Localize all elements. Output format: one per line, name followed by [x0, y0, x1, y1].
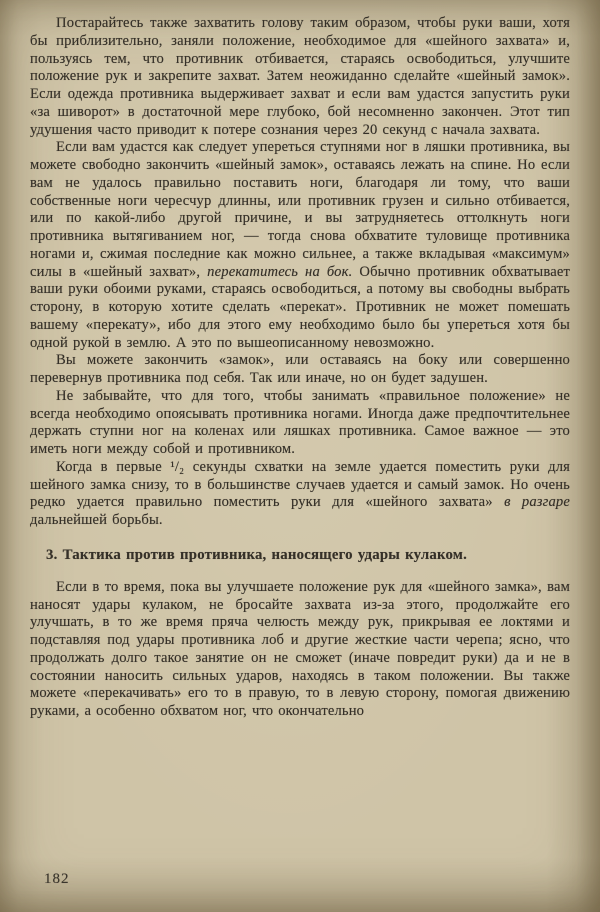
text-run: Постарайтесь также захватить голову таким образом, чтобы руки ваши, хотя бы приблизительно, заняли положение, необходимое для «шейного захвата» и, пользуясь тем, что противник отбивается, стараясь освободиться, улучшите положение рук и закрепите захват. Затем неожиданно сделайте «шейный замок». Если одежда противника выдерживает захват и если вам удастся запустить руки «за шиворот» в достаточной мере глубоко, бой несомненно закончен. Этот тип удушения часто приводит к потере сознания через 20 секунд с начала захвата.	[30, 15, 570, 138]
paragraph	[30, 352, 570, 388]
paragraph	[30, 15, 570, 139]
text-run: 3. Тактика против противника, наносящего удары кулаком.	[46, 546, 467, 563]
paragraph	[30, 388, 570, 459]
text-run: Если вам удастся как следует упереться ступнями ног в ляшки противника, вы можете свободно закончить «шейный замок», оставаясь лежать на спине. Но если вам не удалось правильно поставить ноги, благодаря ли тому, что ваши собственные ноги чересчур длинны, или противник грузен и сильно отбивается, или по какой-либо другой причине, и вы затрудняетесь оттолкнуть ноги противника вытягиванием ног, — тогда снова обхватите туловище противника ногами и, сжимая последние как можно сильнее, а также вкладывая «максимум» силы в «шейный захват»,	[30, 139, 570, 280]
paragraph	[30, 579, 570, 721]
paragraph	[30, 139, 570, 352]
text-run: Вы можете закончить «замок», или оставаясь на боку или совершенно перевернув противника под себя. Так или иначе, но он будет задушен.	[30, 352, 570, 386]
text-run: Не забывайте, что для того, чтобы занимать «правильное положение» не всегда необходимо опоясывать противника ногами. Иногда даже предпочтительнее держать ступни ног на коленах или ляшках противника. Самое важное — это иметь ноги между собой и противником.	[30, 387, 570, 457]
italic-text-run: перекатитесь на бок.	[207, 263, 353, 280]
text-run: дальнейшей борьбы.	[30, 512, 163, 528]
section-heading	[30, 546, 570, 564]
paragraph	[30, 459, 570, 530]
page-number: 182	[44, 871, 70, 887]
text-run: Обычно противник обхватывает ваши руки обоими руками, стараясь освободиться, а потому вы свободны выбрать сторону, в которую хотите сделать «перекат». Противник не может помешать вашему «перекату», ибо для этого ему необходимо было бы упереться хотя бы одной рукой в землю. А это по вышеописанному невозможно.	[30, 263, 571, 351]
text-block	[30, 15, 570, 721]
italic-text-run: в разгаре	[504, 494, 570, 511]
text-run: Когда в первые ¹/₂ секунды схватки на земле удается поместить руки для шейного замка снизу, то в большинстве случаев удается и самый замок. Но очень редко удается правильно поместить руки для «шейного захвата»	[30, 458, 570, 511]
text-run: Если в то время, пока вы улучшаете положение рук для «шейного замка», вам наносят удары кулаком, не бросайте захвата из-за этого, продолжайте его улучшать, в то же время пряча челюсть между рук, прикрывая ее локтями и подставляя под удары противника лоб и другие жесткие части черепа; ясно, что продолжать долго такое занятие он не сможет (иначе повредит руки) да и не в состоянии наносить сильных ударов, находясь в таком положении. Вы также можете «перекачивать» его то в правую, то в левую сторону, помогая движению руками, а особенно обхватом ног, что окончательно	[30, 578, 570, 719]
